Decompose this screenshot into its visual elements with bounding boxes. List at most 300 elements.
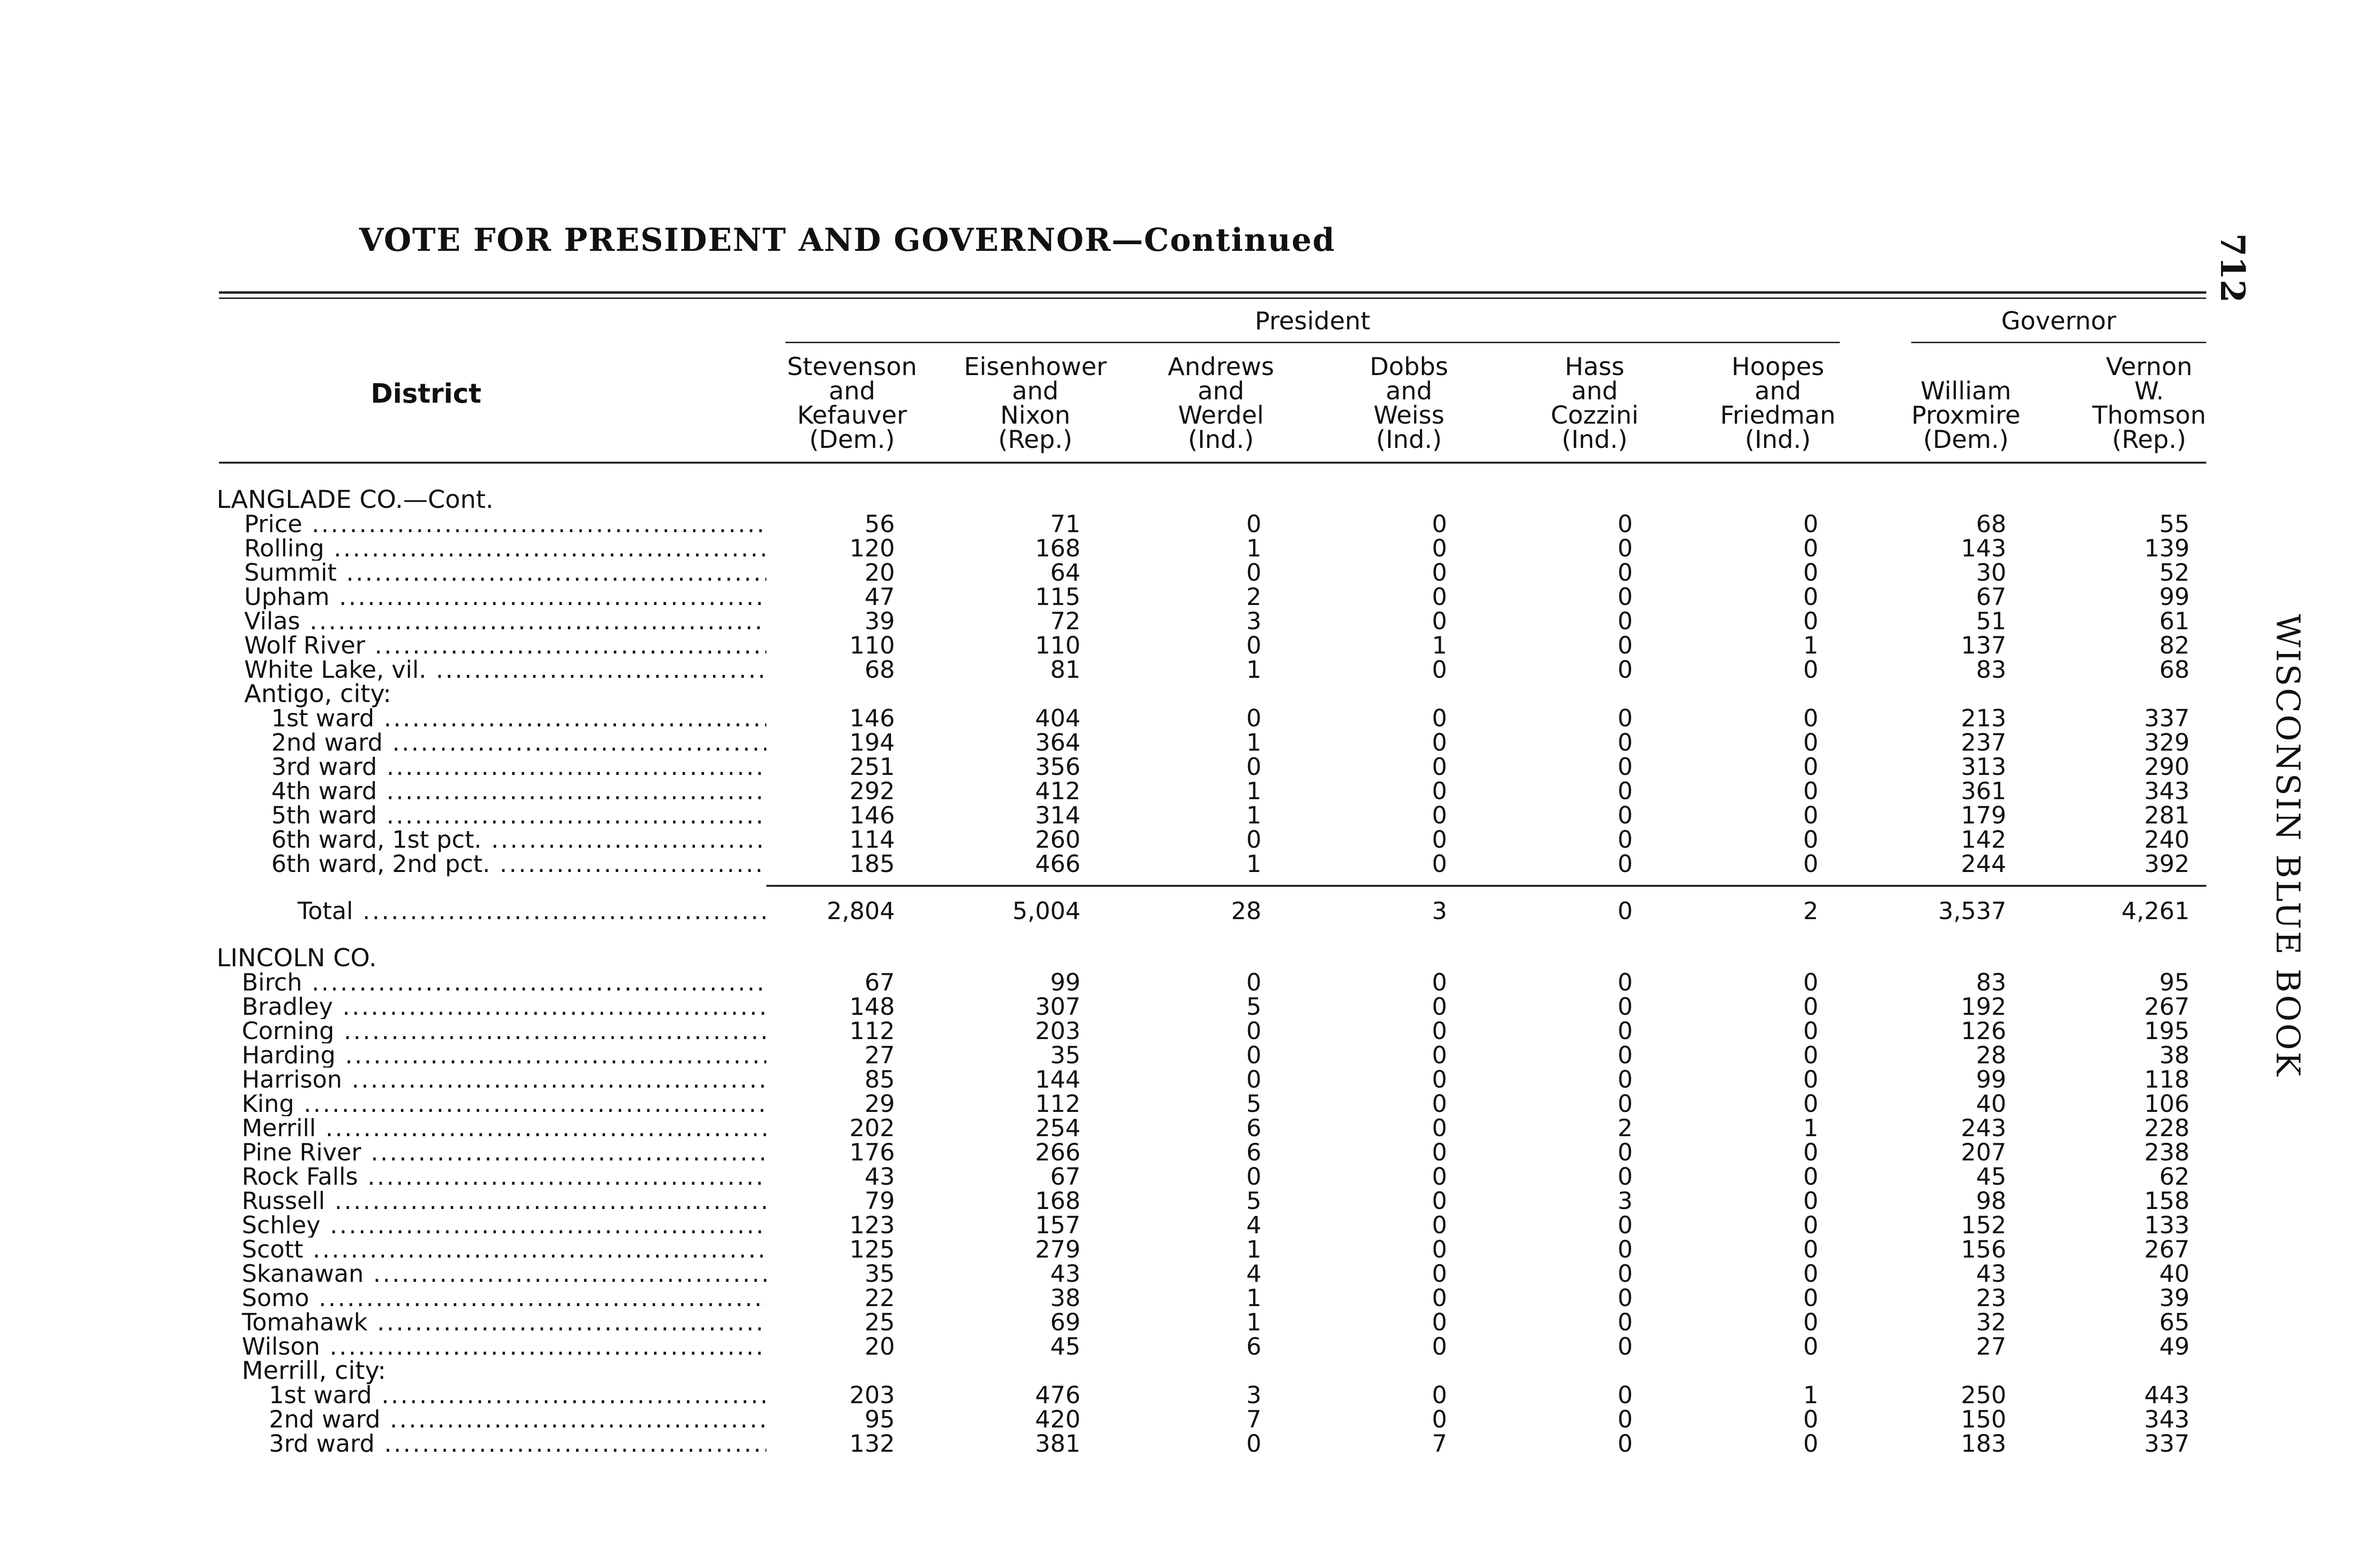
table-row bbox=[0, 1140, 2380, 1165]
cell-value: 1 bbox=[1246, 777, 1261, 805]
column-header-line: (Ind.) bbox=[1745, 426, 1811, 454]
cell-value: 0 bbox=[1617, 1260, 1633, 1288]
cell-value: 47 bbox=[864, 583, 895, 611]
cell-value: 1 bbox=[1246, 729, 1261, 756]
cell-value: 466 bbox=[1035, 850, 1081, 878]
cell-value: 7 bbox=[1432, 1430, 1447, 1457]
table-row bbox=[0, 852, 2380, 876]
cell-value: 1 bbox=[1246, 1236, 1261, 1263]
row-label: 2nd ward ..... bbox=[271, 731, 766, 755]
row-label: Somo ..... bbox=[242, 1286, 766, 1310]
cell-value: 55 bbox=[2159, 510, 2190, 538]
row-label: Wilson ..... bbox=[242, 1335, 766, 1359]
cell-value: 150 bbox=[1961, 1406, 2006, 1433]
table-row bbox=[0, 755, 2380, 779]
cell-value: 0 bbox=[1432, 1284, 1447, 1312]
cell-value: 137 bbox=[1961, 632, 2006, 659]
cell-value: 3 bbox=[1246, 607, 1261, 635]
cell-value: 0 bbox=[1432, 850, 1447, 878]
cell-value: 1 bbox=[1803, 1114, 1818, 1142]
cell-value: 0 bbox=[1617, 1430, 1633, 1457]
cell-value: 0 bbox=[1617, 969, 1633, 996]
table-row bbox=[0, 1238, 2380, 1262]
cell-value: 203 bbox=[849, 1381, 895, 1409]
column-header-line: Dobbs bbox=[1369, 353, 1448, 381]
cell-value: 126 bbox=[1961, 1017, 2006, 1045]
cell-value: 52 bbox=[2159, 559, 2190, 586]
cell-value: 0 bbox=[1246, 559, 1261, 586]
cell-value: 337 bbox=[2144, 704, 2190, 732]
column-header-line: Proxmire bbox=[1911, 401, 2021, 430]
cell-value: 38 bbox=[2159, 1041, 2190, 1069]
cell-value: 158 bbox=[2144, 1187, 2190, 1215]
cell-value: 202 bbox=[849, 1114, 895, 1142]
row-label: Harrison ..... bbox=[242, 1068, 766, 1092]
cell-value: 0 bbox=[1432, 1211, 1447, 1239]
row-label: 5th ward ..... bbox=[271, 803, 766, 828]
table-row bbox=[0, 1165, 2380, 1189]
cell-value: 364 bbox=[1035, 729, 1081, 756]
cell-value: 0 bbox=[1803, 704, 1818, 732]
cell-value: 0 bbox=[1617, 1333, 1633, 1360]
column-header-line: Hoopes bbox=[1731, 353, 1825, 381]
cell-value: 4 bbox=[1246, 1211, 1261, 1239]
cell-value: 0 bbox=[1617, 850, 1633, 878]
column-header-line: (Rep.) bbox=[2112, 426, 2186, 454]
cell-value: 337 bbox=[2144, 1430, 2190, 1457]
column-header-line: Vernon bbox=[2106, 353, 2192, 381]
cell-value: 290 bbox=[2144, 753, 2190, 781]
row-label: Schley ..... bbox=[242, 1213, 766, 1238]
cell-value: 329 bbox=[2144, 729, 2190, 756]
row-label: Bradley ..... bbox=[242, 995, 766, 1019]
cell-value: 0 bbox=[1803, 1260, 1818, 1288]
column-header-line: Hass bbox=[1565, 353, 1625, 381]
column-header-line: and bbox=[1571, 377, 1618, 406]
total-label: Total ..... bbox=[298, 899, 766, 923]
cell-value: 6 bbox=[1246, 1114, 1261, 1142]
row-label: 3rd ward ..... bbox=[269, 1432, 766, 1456]
cell-value: 420 bbox=[1035, 1406, 1081, 1433]
cell-value: 0 bbox=[1803, 1163, 1818, 1190]
cell-value: 0 bbox=[1246, 826, 1261, 853]
cell-value: 250 bbox=[1961, 1381, 2006, 1409]
cell-value: 0 bbox=[1246, 510, 1261, 538]
table-row bbox=[0, 561, 2380, 585]
cell-value: 40 bbox=[2159, 1260, 2190, 1288]
cell-value: 0 bbox=[1617, 607, 1633, 635]
cell-value: 1 bbox=[1803, 632, 1818, 659]
cell-value: 0 bbox=[1617, 1017, 1633, 1045]
cell-value: 68 bbox=[864, 656, 895, 684]
cell-value: 51 bbox=[1976, 607, 2006, 635]
cell-value: 95 bbox=[864, 1406, 895, 1433]
cell-value: 0 bbox=[1617, 1066, 1633, 1093]
cell-value: 0 bbox=[1803, 1017, 1818, 1045]
cell-value: 0 bbox=[1432, 1114, 1447, 1142]
table-row bbox=[0, 536, 2380, 561]
cell-value: 3 bbox=[1617, 1187, 1633, 1215]
cell-value: 99 bbox=[2159, 583, 2190, 611]
cell-value: 0 bbox=[1432, 1333, 1447, 1360]
cell-value: 22 bbox=[864, 1284, 895, 1312]
cell-value: 343 bbox=[2144, 1406, 2190, 1433]
column-header-line: Friedman bbox=[1720, 401, 1836, 430]
table-row bbox=[0, 971, 2380, 995]
cell-value: 0 bbox=[1432, 802, 1447, 829]
table-row bbox=[0, 658, 2380, 682]
cell-value: 28 bbox=[1976, 1041, 2006, 1069]
cell-value: 0 bbox=[1432, 753, 1447, 781]
cell-value: 65 bbox=[2159, 1308, 2190, 1336]
cell-value: 27 bbox=[864, 1041, 895, 1069]
cell-value: 0 bbox=[1246, 753, 1261, 781]
table-row bbox=[0, 1262, 2380, 1286]
total-value: 3 bbox=[1432, 897, 1447, 925]
cell-value: 110 bbox=[849, 632, 895, 659]
table-row bbox=[0, 706, 2380, 731]
cell-value: 0 bbox=[1432, 1381, 1447, 1409]
table-row bbox=[0, 1383, 2380, 1407]
cell-value: 27 bbox=[1976, 1333, 2006, 1360]
cell-value: 0 bbox=[1246, 1017, 1261, 1045]
row-label: Rolling ..... bbox=[244, 536, 766, 561]
cell-value: 0 bbox=[1617, 510, 1633, 538]
table-row bbox=[0, 1092, 2380, 1116]
cell-value: 43 bbox=[1976, 1260, 2006, 1288]
row-label: 4th ward ..... bbox=[271, 779, 766, 803]
cell-value: 7 bbox=[1246, 1406, 1261, 1433]
row-label: 1st ward ..... bbox=[269, 1383, 766, 1407]
cell-value: 0 bbox=[1617, 729, 1633, 756]
cell-value: 0 bbox=[1246, 1066, 1261, 1093]
cell-value: 0 bbox=[1432, 1308, 1447, 1336]
cell-value: 30 bbox=[1976, 559, 2006, 586]
cell-value: 279 bbox=[1035, 1236, 1081, 1263]
cell-value: 307 bbox=[1035, 993, 1081, 1021]
column-header-line: (Dem.) bbox=[1923, 426, 2009, 454]
cell-value: 49 bbox=[2159, 1333, 2190, 1360]
cell-value: 0 bbox=[1803, 1090, 1818, 1118]
cell-value: 203 bbox=[1035, 1017, 1081, 1045]
cell-value: 56 bbox=[864, 510, 895, 538]
table-row bbox=[0, 1068, 2380, 1092]
cell-value: 183 bbox=[1961, 1430, 2006, 1457]
cell-value: 267 bbox=[2144, 993, 2190, 1021]
cell-value: 115 bbox=[1035, 583, 1081, 611]
cell-value: 0 bbox=[1617, 583, 1633, 611]
cell-value: 0 bbox=[1617, 1090, 1633, 1118]
governor-group-header: Governor bbox=[2001, 307, 2116, 336]
cell-value: 67 bbox=[1050, 1163, 1081, 1190]
cell-value: 4 bbox=[1246, 1260, 1261, 1288]
cell-value: 81 bbox=[1050, 656, 1081, 684]
cell-value: 412 bbox=[1035, 777, 1081, 805]
cell-value: 313 bbox=[1961, 753, 2006, 781]
table-row bbox=[0, 1213, 2380, 1238]
cell-value: 40 bbox=[1976, 1090, 2006, 1118]
row-label: Pine River ..... bbox=[242, 1140, 766, 1165]
row-label: Merrill ..... bbox=[242, 1116, 766, 1140]
cell-value: 0 bbox=[1803, 802, 1818, 829]
cell-value: 176 bbox=[849, 1139, 895, 1166]
row-label: Skanawan ..... bbox=[242, 1262, 766, 1286]
cell-value: 0 bbox=[1432, 993, 1447, 1021]
cell-value: 0 bbox=[1432, 559, 1447, 586]
cell-value: 0 bbox=[1432, 1139, 1447, 1166]
cell-value: 244 bbox=[1961, 850, 2006, 878]
cell-value: 0 bbox=[1617, 1406, 1633, 1433]
cell-value: 240 bbox=[2144, 826, 2190, 853]
cell-value: 254 bbox=[1035, 1114, 1081, 1142]
governor-group-rule bbox=[1911, 342, 2206, 343]
cell-value: 68 bbox=[1976, 510, 2006, 538]
total-rule bbox=[766, 885, 2206, 887]
cell-value: 0 bbox=[1803, 1139, 1818, 1166]
cell-value: 0 bbox=[1617, 993, 1633, 1021]
table-row bbox=[0, 1189, 2380, 1213]
cell-value: 0 bbox=[1803, 583, 1818, 611]
cell-value: 118 bbox=[2144, 1066, 2190, 1093]
cell-value: 0 bbox=[1617, 559, 1633, 586]
cell-value: 213 bbox=[1961, 704, 2006, 732]
cell-value: 123 bbox=[849, 1211, 895, 1239]
cell-value: 146 bbox=[849, 802, 895, 829]
cell-value: 0 bbox=[1246, 1430, 1261, 1457]
cell-value: 314 bbox=[1035, 802, 1081, 829]
cell-value: 95 bbox=[2159, 969, 2190, 996]
cell-value: 3 bbox=[1246, 1381, 1261, 1409]
cell-value: 0 bbox=[1617, 1236, 1633, 1263]
row-label: Vilas ..... bbox=[244, 609, 766, 634]
cell-value: 83 bbox=[1976, 656, 2006, 684]
cell-value: 0 bbox=[1246, 632, 1261, 659]
cell-value: 132 bbox=[849, 1430, 895, 1457]
cell-value: 0 bbox=[1432, 1090, 1447, 1118]
cell-value: 0 bbox=[1617, 753, 1633, 781]
cell-value: 392 bbox=[2144, 850, 2190, 878]
cell-value: 228 bbox=[2144, 1114, 2190, 1142]
cell-value: 0 bbox=[1617, 1308, 1633, 1336]
table-row bbox=[0, 1043, 2380, 1068]
cell-value: 0 bbox=[1803, 1284, 1818, 1312]
row-label: Birch ..... bbox=[242, 971, 766, 995]
row-label: Tomahawk ..... bbox=[242, 1310, 766, 1335]
cell-value: 0 bbox=[1432, 510, 1447, 538]
cell-value: 0 bbox=[1617, 777, 1633, 805]
cell-value: 0 bbox=[1246, 1163, 1261, 1190]
cell-value: 343 bbox=[2144, 777, 2190, 805]
cell-value: 98 bbox=[1976, 1187, 2006, 1215]
cell-value: 35 bbox=[1050, 1041, 1081, 1069]
cell-value: 0 bbox=[1617, 1163, 1633, 1190]
column-header-line: (Ind.) bbox=[1376, 426, 1442, 454]
row-label: Wolf River ..... bbox=[244, 634, 766, 658]
cell-value: 39 bbox=[864, 607, 895, 635]
cell-value: 207 bbox=[1961, 1139, 2006, 1166]
cell-value: 69 bbox=[1050, 1308, 1081, 1336]
column-header-line: Werdel bbox=[1178, 401, 1264, 430]
table-row bbox=[0, 1116, 2380, 1140]
table-row bbox=[0, 779, 2380, 803]
cell-value: 146 bbox=[849, 704, 895, 732]
top-rule-2 bbox=[219, 297, 2206, 299]
cell-value: 25 bbox=[864, 1308, 895, 1336]
cell-value: 0 bbox=[1432, 704, 1447, 732]
total-value: 0 bbox=[1617, 897, 1633, 925]
cell-value: 39 bbox=[2159, 1284, 2190, 1312]
cell-value: 267 bbox=[2144, 1236, 2190, 1263]
cell-value: 61 bbox=[2159, 607, 2190, 635]
table-row bbox=[0, 803, 2380, 828]
cell-value: 194 bbox=[849, 729, 895, 756]
running-head-side: WISCONSIN BLUE BOOK bbox=[2269, 614, 2306, 1078]
cell-value: 0 bbox=[1617, 632, 1633, 659]
cell-value: 168 bbox=[1035, 1187, 1081, 1215]
cell-value: 5 bbox=[1246, 1187, 1261, 1215]
row-label: Summit ..... bbox=[244, 561, 766, 585]
row-label: 1st ward ..... bbox=[271, 706, 766, 731]
cell-value: 0 bbox=[1803, 729, 1818, 756]
cell-value: 0 bbox=[1432, 1163, 1447, 1190]
cell-value: 404 bbox=[1035, 704, 1081, 732]
cell-value: 20 bbox=[864, 1333, 895, 1360]
cell-value: 144 bbox=[1035, 1066, 1081, 1093]
cell-value: 157 bbox=[1035, 1211, 1081, 1239]
row-label: 6th ward, 1st pct. ..... bbox=[271, 828, 766, 852]
cell-value: 0 bbox=[1803, 1187, 1818, 1215]
cell-value: 0 bbox=[1803, 1406, 1818, 1433]
column-header-line: Cozzini bbox=[1550, 401, 1639, 430]
cell-value: 79 bbox=[864, 1187, 895, 1215]
table-row bbox=[0, 731, 2380, 755]
cell-value: 0 bbox=[1617, 1381, 1633, 1409]
cell-value: 0 bbox=[1617, 535, 1633, 562]
cell-value: 0 bbox=[1803, 1041, 1818, 1069]
column-header-line: and bbox=[1386, 377, 1432, 406]
cell-value: 72 bbox=[1050, 607, 1081, 635]
section-heading: Merrill, city: bbox=[242, 1357, 387, 1385]
cell-value: 1 bbox=[1432, 632, 1447, 659]
column-header-line: Weiss bbox=[1373, 401, 1445, 430]
cell-value: 110 bbox=[1035, 632, 1081, 659]
cell-value: 43 bbox=[864, 1163, 895, 1190]
cell-value: 29 bbox=[864, 1090, 895, 1118]
column-header-line: William bbox=[1920, 377, 2012, 406]
cell-value: 6 bbox=[1246, 1333, 1261, 1360]
cell-value: 0 bbox=[1432, 535, 1447, 562]
cell-value: 0 bbox=[1432, 969, 1447, 996]
cell-value: 133 bbox=[2144, 1211, 2190, 1239]
cell-value: 0 bbox=[1432, 826, 1447, 853]
page-title: VOTE FOR PRESIDENT AND GOVERNOR—Continued bbox=[359, 221, 1336, 258]
district-column-header: District bbox=[370, 378, 482, 409]
cell-value: 82 bbox=[2159, 632, 2190, 659]
row-label: Corning ..... bbox=[242, 1019, 766, 1043]
cell-value: 0 bbox=[1617, 826, 1633, 853]
cell-value: 168 bbox=[1035, 535, 1081, 562]
cell-value: 0 bbox=[1432, 607, 1447, 635]
cell-value: 0 bbox=[1617, 1284, 1633, 1312]
cell-value: 112 bbox=[849, 1017, 895, 1045]
cell-value: 0 bbox=[1617, 1041, 1633, 1069]
cell-value: 0 bbox=[1803, 1430, 1818, 1457]
cell-value: 1 bbox=[1246, 802, 1261, 829]
cell-value: 1 bbox=[1246, 1284, 1261, 1312]
cell-value: 185 bbox=[849, 850, 895, 878]
row-label: Harding ..... bbox=[242, 1043, 766, 1068]
cell-value: 0 bbox=[1617, 656, 1633, 684]
cell-value: 148 bbox=[849, 993, 895, 1021]
total-value: 5,004 bbox=[1012, 897, 1081, 925]
row-label: 6th ward, 2nd pct. ..... bbox=[271, 852, 766, 876]
cell-value: 0 bbox=[1803, 1308, 1818, 1336]
cell-value: 266 bbox=[1035, 1139, 1081, 1166]
cell-value: 0 bbox=[1617, 1139, 1633, 1166]
cell-value: 0 bbox=[1432, 583, 1447, 611]
cell-value: 5 bbox=[1246, 1090, 1261, 1118]
total-value: 2 bbox=[1803, 897, 1818, 925]
president-group-rule bbox=[785, 342, 1840, 343]
cell-value: 45 bbox=[1976, 1163, 2006, 1190]
total-value: 4,261 bbox=[2121, 897, 2190, 925]
table-row bbox=[0, 828, 2380, 852]
cell-value: 32 bbox=[1976, 1308, 2006, 1336]
row-label: Russell ..... bbox=[242, 1189, 766, 1213]
column-header-line: Stevenson bbox=[787, 353, 917, 381]
cell-value: 0 bbox=[1432, 1187, 1447, 1215]
cell-value: 443 bbox=[2144, 1381, 2190, 1409]
cell-value: 0 bbox=[1803, 1333, 1818, 1360]
cell-value: 238 bbox=[2144, 1139, 2190, 1166]
cell-value: 195 bbox=[2144, 1017, 2190, 1045]
cell-value: 243 bbox=[1961, 1114, 2006, 1142]
cell-value: 125 bbox=[849, 1236, 895, 1263]
column-header-line: Nixon bbox=[1000, 401, 1071, 430]
cell-value: 6 bbox=[1246, 1139, 1261, 1166]
cell-value: 0 bbox=[1432, 656, 1447, 684]
cell-value: 20 bbox=[864, 559, 895, 586]
cell-value: 99 bbox=[1050, 969, 1081, 996]
cell-value: 0 bbox=[1246, 969, 1261, 996]
cell-value: 1 bbox=[1246, 850, 1261, 878]
cell-value: 85 bbox=[864, 1066, 895, 1093]
cell-value: 292 bbox=[849, 777, 895, 805]
cell-value: 112 bbox=[1035, 1090, 1081, 1118]
cell-value: 35 bbox=[864, 1260, 895, 1288]
table-row bbox=[0, 1019, 2380, 1043]
column-header-line: Kefauver bbox=[797, 401, 907, 430]
cell-value: 99 bbox=[1976, 1066, 2006, 1093]
cell-value: 0 bbox=[1803, 993, 1818, 1021]
section-heading: LINCOLN CO. bbox=[217, 944, 377, 972]
cell-value: 0 bbox=[1803, 826, 1818, 853]
cell-value: 0 bbox=[1803, 850, 1818, 878]
table-row bbox=[0, 1335, 2380, 1359]
cell-value: 67 bbox=[864, 969, 895, 996]
cell-value: 0 bbox=[1432, 1236, 1447, 1263]
cell-value: 0 bbox=[1432, 1406, 1447, 1433]
cell-value: 114 bbox=[849, 826, 895, 853]
cell-value: 361 bbox=[1961, 777, 2006, 805]
cell-value: 83 bbox=[1976, 969, 2006, 996]
table-row bbox=[0, 1286, 2380, 1310]
cell-value: 179 bbox=[1961, 802, 2006, 829]
cell-value: 0 bbox=[1432, 1260, 1447, 1288]
column-header-line: (Dem.) bbox=[809, 426, 895, 454]
column-header-line: (Ind.) bbox=[1561, 426, 1628, 454]
cell-value: 0 bbox=[1803, 753, 1818, 781]
